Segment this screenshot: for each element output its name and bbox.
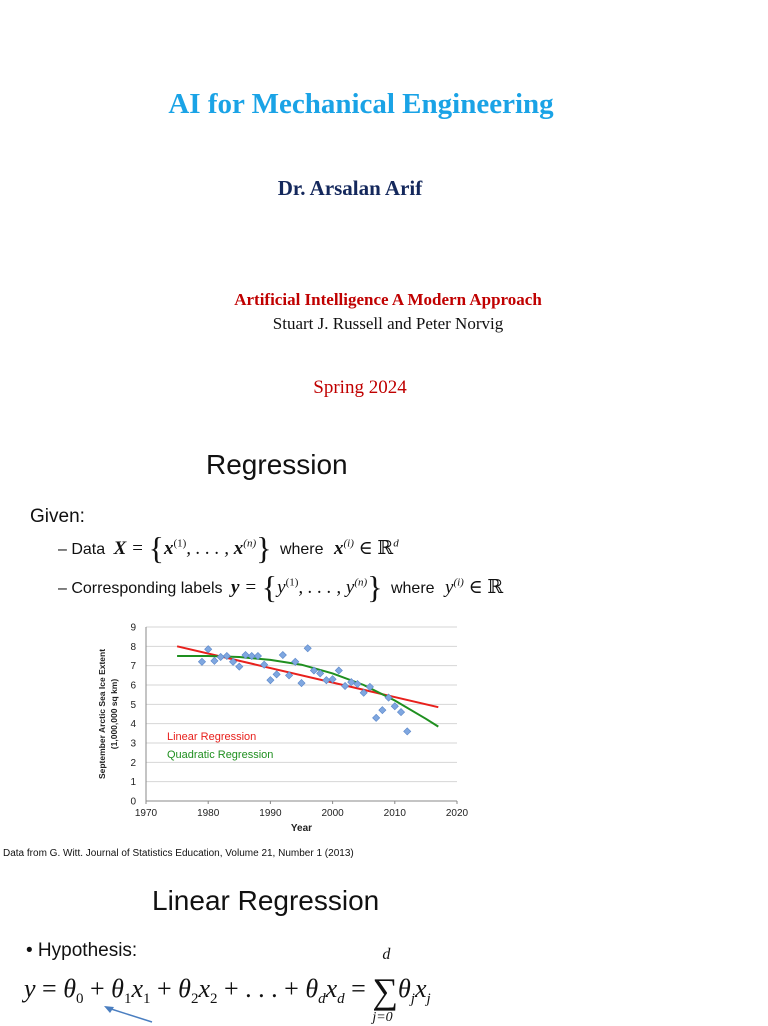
data-point <box>304 645 311 652</box>
data-point <box>273 671 280 678</box>
data-point <box>211 657 218 664</box>
x-tick-label: 1980 <box>197 808 220 819</box>
data-point <box>391 703 398 710</box>
y-tick-label: 3 <box>130 738 136 750</box>
x-tick-label: 2010 <box>383 808 406 819</box>
given-label: Given: <box>30 506 85 527</box>
y-tick-label: 2 <box>130 757 136 769</box>
linear-regression-title: Linear Regression <box>152 885 380 916</box>
y-tick-label: 1 <box>130 777 136 789</box>
data-point <box>236 663 243 670</box>
data-source-caption: Data from G. Witt. Journal of Statistics Education, Volume 21, Number 1 (2013) <box>3 848 354 859</box>
labels-where-word: where <box>390 580 435 597</box>
regression-lines <box>177 646 438 726</box>
author-name: Dr. Arsalan Arif <box>277 176 423 200</box>
x-tick-label: 2020 <box>445 808 469 819</box>
labels-bullet-prefix: – Corresponding labels <box>58 580 223 597</box>
book-title: Artificial Intelligence A Modern Approach <box>234 290 542 309</box>
data-point <box>298 679 305 686</box>
x-tick-label: 1970 <box>134 808 158 819</box>
term-label: Spring 2024 <box>313 377 407 398</box>
y-tick-label: 6 <box>130 680 136 692</box>
data-point <box>217 653 224 660</box>
y-tick-label: 4 <box>130 719 136 731</box>
data-point <box>404 728 411 735</box>
data-point <box>267 677 274 684</box>
chart-grid <box>146 627 457 801</box>
data-membership: $x^{(i)}$ ∈ ℝ$^d$ <box>333 537 399 559</box>
x-tick-label: 1990 <box>259 808 282 819</box>
x-tick-label: 2000 <box>321 808 344 819</box>
data-point <box>341 682 348 689</box>
regression-line-quadratic <box>177 656 438 727</box>
y-tick-label: 9 <box>130 622 136 634</box>
y-axis-label-units: (1,000,000 sq km) <box>109 678 119 750</box>
chart-axes <box>146 627 457 804</box>
data-point <box>379 707 386 714</box>
pointer-arrow <box>100 1004 160 1024</box>
data-where-word: where <box>279 541 324 558</box>
data-point <box>335 667 342 674</box>
regression-title: Regression <box>206 449 348 480</box>
book-authors: Stuart J. Russell and Peter Norvig <box>272 314 504 333</box>
data-point <box>397 708 404 715</box>
hypothesis-equation: $y = \theta_0 + \theta_1x_1 + \theta_2x_2$ + . . . + $\theta_dx_d$ = d ∑ j=0 $\theta_jx_j$ <box>24 946 431 1025</box>
labels-bullet <box>58 569 503 606</box>
y-tick-label: 7 <box>130 661 136 673</box>
x-axis-label: Year <box>290 823 313 834</box>
data-point <box>279 651 286 658</box>
legend-quadratic: Quadratic Regression <box>167 749 274 761</box>
hypothesis-label: • Hypothesis: <box>26 940 138 961</box>
y-tick-label: 0 <box>130 796 136 808</box>
sea-ice-chart <box>90 618 480 843</box>
labels-equation: $y = \{y^{(1)}$, . . . , $y^{(n)}$} <box>231 569 383 605</box>
data-equation: $X = \{x^{(1)}$, . . . , $x^{(n)}$} <box>113 530 272 566</box>
legend-linear: Linear Regression <box>167 731 257 743</box>
y-axis-label: September Arctic Sea Ice Extent <box>97 648 107 780</box>
data-bullet-prefix: – Data <box>58 541 106 558</box>
y-tick-label: 8 <box>130 641 136 653</box>
labels-membership: $y^{(i)}$ ∈ ℝ <box>445 576 504 598</box>
data-bullet <box>58 530 399 567</box>
course-title: AI for Mechanical Engineering <box>168 88 554 120</box>
y-tick-label: 5 <box>130 699 136 711</box>
data-point <box>198 658 205 665</box>
data-point <box>373 714 380 721</box>
